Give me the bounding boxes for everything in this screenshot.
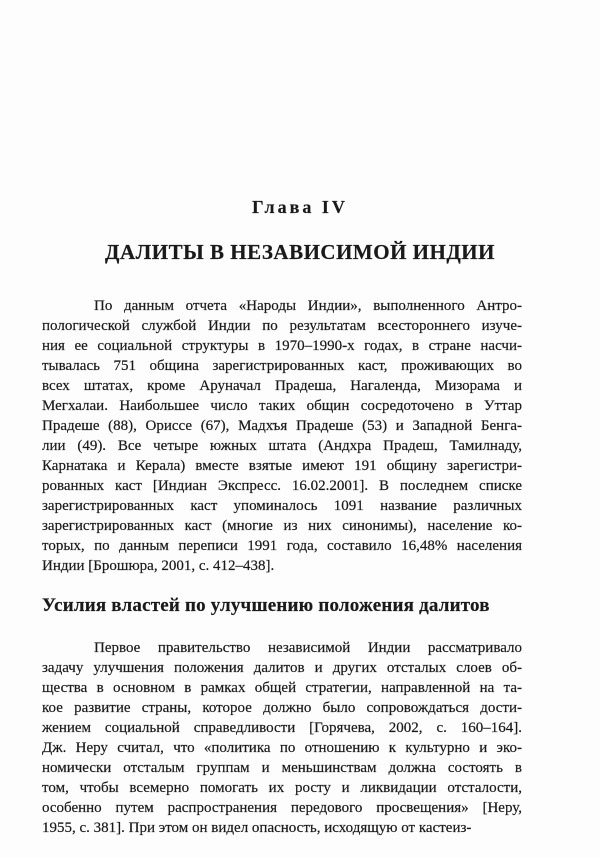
- text-line: Первое правительство независимой Индии рассматривало: [94, 640, 522, 656]
- text-line: 1955, с. 381]. При этом он видел опасность, исходящую от кастеиз-: [42, 820, 472, 836]
- text-line: рованных каст [Индиан Экспресс. 16.02.2001]. В последнем списке: [42, 478, 522, 494]
- text-line: зарегистрированных каст (многие из них синонимы), население ко-: [42, 518, 522, 534]
- text-line: жением социальной справедливости [Горячева, 2002, с. 160–164].: [42, 720, 522, 736]
- text-line: лии (49). Все четыре южных штата (Андхра Прадеш, Тамилнаду,: [42, 438, 522, 454]
- text-line: щества в основном в рамках общей стратегии, направленной на та-: [42, 680, 522, 696]
- text-line: Дж. Неру считал, что «политика по отношению к культурно и эко-: [42, 740, 522, 756]
- text-line: пологической службой Индии по результатам всестороннего изуче-: [42, 318, 522, 334]
- text-line: ния ее социальной структуры в 1970–1990-х годах, в стране насчи-: [42, 338, 522, 354]
- text-block: [42, 296, 522, 838]
- text-line: зарегистрированных каст упоминалось 1091 название различных: [42, 498, 522, 514]
- text-line: тывалась 751 община зарегистрированных каст, проживающих во: [42, 358, 522, 374]
- text-line: Индии [Брошюра, 2001, с. 412–438].: [42, 558, 275, 574]
- text-line: особенно путем распространения передового просвещения» [Неру,: [42, 800, 522, 816]
- text-line: Мегхалаи. Наибольшее число таких общин сосредоточено в Уттар: [42, 398, 522, 414]
- text-line: задачу улучшения положения далитов и других отсталых слоев об-: [42, 660, 522, 676]
- text-line: номически отсталым группам и меньшинствам должна состоять в: [42, 760, 522, 776]
- text-line: По данным отчета «Народы Индии», выполненного Антро-: [94, 298, 522, 314]
- intro-paragraph: [42, 296, 522, 576]
- page-title: ДАЛИТЫ В НЕЗАВИСИМОЙ ИНДИИ: [105, 240, 495, 264]
- section-heading: Усилия властей по улучшению положения далитов: [42, 595, 490, 616]
- text-line: всех штатах, кроме Аруначал Прадеша, Нагаленда, Мизорама и: [42, 378, 522, 394]
- text-line: торых, по данным переписи 1991 года, составило 16,48% населения: [42, 538, 522, 554]
- text-line: Карнатака и Керала) вместе взятые имеют 191 общину зарегистри-: [42, 458, 522, 474]
- text-line: Прадеше (88), Ориссе (67), Мадхъя Прадеше (53) и Западной Бенга-: [42, 418, 522, 434]
- section-paragraph: [42, 638, 522, 838]
- text-line: том, чтобы всемерно помогать их росту и ликвидации отсталости,: [42, 780, 522, 796]
- text-line: кое развитие страны, которое должно было сопровождаться дости-: [42, 700, 522, 716]
- chapter-heading: Глава IV: [252, 197, 348, 217]
